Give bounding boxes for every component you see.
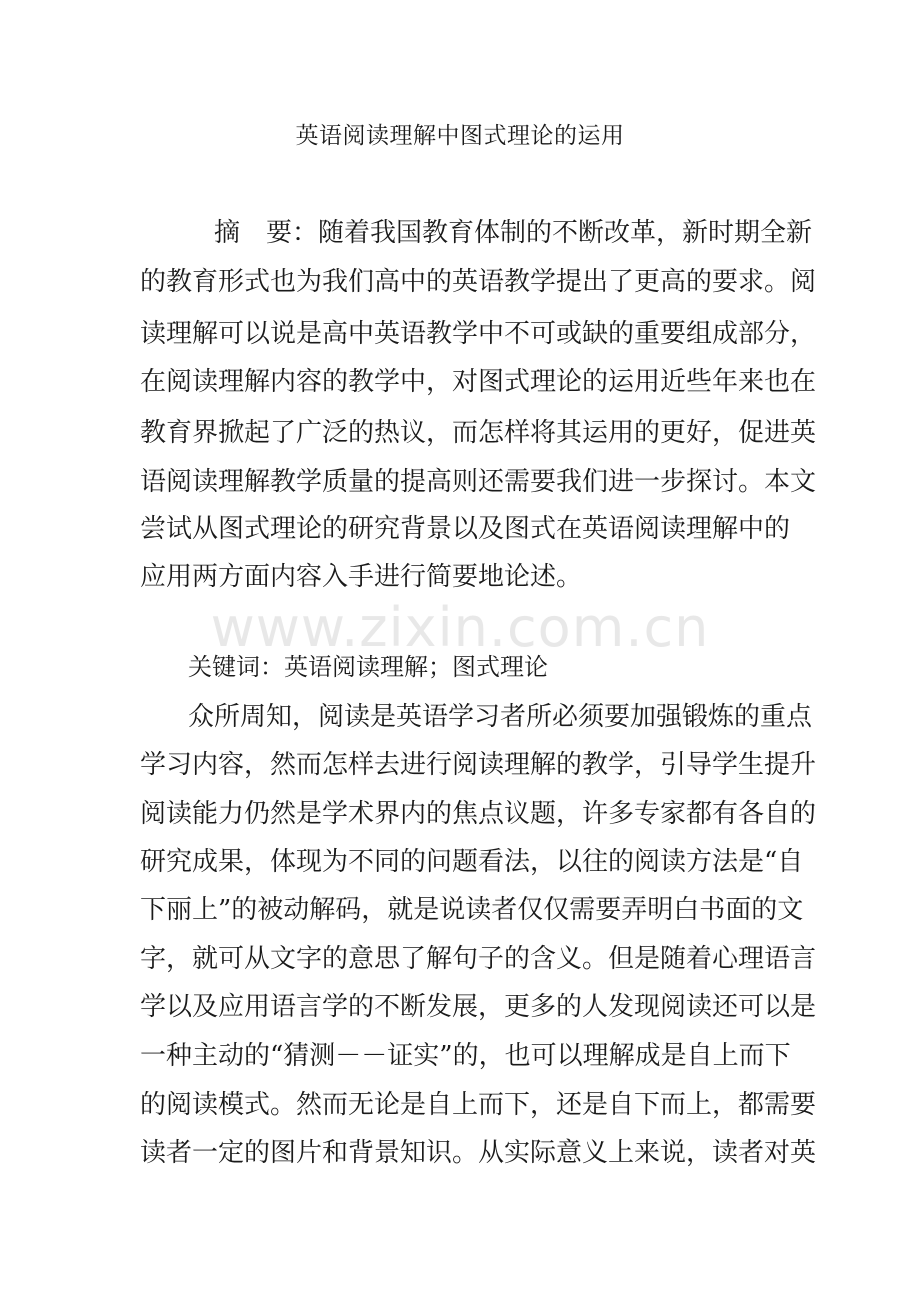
body-line: 学以及应用语言学的不断发展，更多的人发现阅读还可以是 — [140, 992, 817, 1022]
body-line: 字，就可从文字的意思了解句子的含义。但是随着心理语言 — [140, 944, 817, 974]
abstract-line: 应用两方面内容入手进行简要地论述。 — [140, 562, 583, 592]
body-line: 下丽上”的被动解码，就是说读者仅仅需要弄明白书面的文 — [140, 895, 804, 925]
document-title: 英语阅读理解中图式理论的运用 — [295, 123, 625, 149]
abstract-line: 尝试从图式理论的研究背景以及图式在英语阅读理解中的 — [140, 514, 791, 544]
watermark: www.zixin.com.cn — [210, 596, 710, 659]
body-line: 众所周知，阅读是英语学习者所必须要加强锻炼的重点 — [188, 702, 813, 732]
body-line: 阅读能力仍然是学术界内的焦点议题，许多专家都有各自的 — [140, 799, 817, 829]
body-line: 研究成果，体现为不同的问题看法，以往的阅读方法是“自 — [140, 847, 804, 877]
abstract-line: 教育界掀起了广泛的热议，而怎样将其运用的更好，促进英 — [140, 418, 817, 448]
abstract-line: 语阅读理解教学质量的提高则还需要我们进一步探讨。本文 — [140, 467, 817, 497]
abstract-line: 在阅读理解内容的教学中，对图式理论的运用近些年来也在 — [140, 367, 817, 397]
body-line: 的阅读模式。然而无论是自上而下，还是自下而上，都需要 — [140, 1090, 817, 1120]
body-line: 一种主动的“猜测－－证实”的，也可以理解成是自上而下 — [140, 1041, 791, 1071]
abstract-line: 读理解可以说是高中英语教学中不可或缺的重要组成部分， — [140, 319, 817, 349]
keywords: 关键词：英语阅读理解；图式理论 — [188, 653, 548, 681]
abstract-line: 摘 要：随着我国教育体制的不断改革，新时期全新 — [214, 218, 813, 248]
abstract-line: 的教育形式也为我们高中的英语教学提出了更高的要求。阅 — [140, 267, 817, 297]
body-line: 学习内容，然而怎样去进行阅读理解的教学，引导学生提升 — [140, 750, 817, 780]
body-line: 读者一定的图片和背景知识。从实际意义上来说，读者对英 — [140, 1138, 817, 1168]
